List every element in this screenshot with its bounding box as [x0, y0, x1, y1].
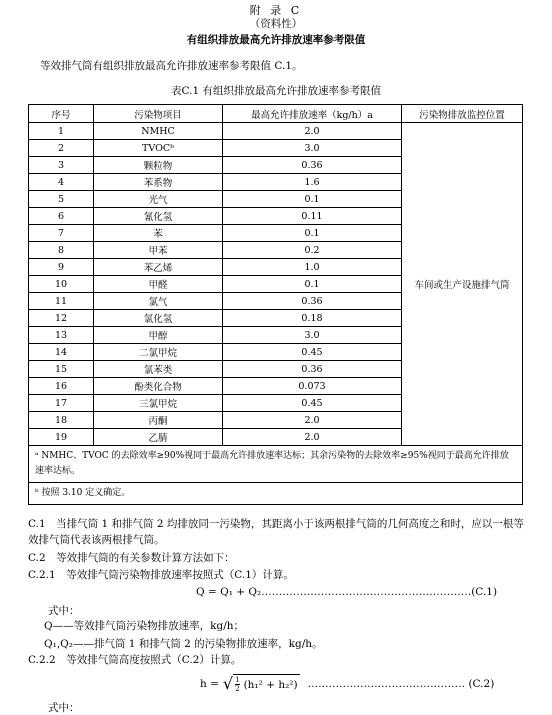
- pollutant-cell: 苯: [94, 225, 223, 242]
- table-row: [29, 123, 523, 140]
- pollutant-cell: 丙酮: [94, 412, 223, 429]
- formula-c2: [200, 674, 494, 693]
- seq-cell: 19: [29, 429, 94, 446]
- table-footnote: ᵃ NMHC、TVOC 的去除效率≥90%视同于最高允许排放速率达标；其余污染物的去除效率≥95%视同于最高允许排放速率达标。: [29, 446, 523, 483]
- rate-cell: 0.36: [223, 361, 402, 378]
- seq-cell: 10: [29, 276, 94, 293]
- symbol-q1-q2: Q₁,Q₂——排气筒 1 和排气筒 2 的污染物排放速率，kg/h。: [44, 638, 323, 650]
- seq-cell: 3: [29, 157, 94, 174]
- clause-c21: C.2.1 等效排气筒污染物排放速率按照式（C.1）计算。: [28, 569, 294, 581]
- pollutant-cell: TVOCᵇ: [94, 140, 223, 157]
- appendix-note: （资料性）: [249, 18, 303, 30]
- where-label-1: 式中：: [48, 605, 80, 617]
- monitor-location-cell: 车间或生产设施排气筒: [402, 123, 523, 446]
- appendix-title: 有组织排放最高允许排放速率参考限值: [186, 34, 366, 46]
- pollutant-cell: 氯气: [94, 293, 223, 310]
- pollutant-cell: 乙腈: [94, 429, 223, 446]
- fraction-half: [235, 676, 239, 693]
- pollutant-cell: 颗粒物: [94, 157, 223, 174]
- formula-c2-tail: ……………………………………… (C.2): [307, 677, 495, 690]
- rate-cell: 0.1: [223, 225, 402, 242]
- rate-cell: 2.0: [223, 412, 402, 429]
- header-rate: 最高允许排放速率（kg/h）a: [223, 105, 402, 123]
- rate-cell: 0.45: [223, 395, 402, 412]
- pollutant-cell: NMHC: [94, 123, 223, 140]
- pollutant-cell: 苯乙烯: [94, 259, 223, 276]
- pollutant-cell: 三氯甲烷: [94, 395, 223, 412]
- table-footnote: ᵇ 按照 3.10 定义确定。: [29, 483, 523, 505]
- rate-cell: 0.36: [223, 157, 402, 174]
- clause-c22: C.2.2 等效排气筒高度按照式（C.2）计算。: [28, 654, 242, 666]
- where-label-2: 式中：: [48, 702, 80, 714]
- formula-c2-lhs: h =: [200, 677, 219, 690]
- seq-cell: 13: [29, 327, 94, 344]
- rate-cell: 2.0: [223, 429, 402, 446]
- seq-cell: 9: [29, 259, 94, 276]
- pollutant-cell: 氯化氢: [94, 310, 223, 327]
- seq-cell: 1: [29, 123, 94, 140]
- pollutant-cell: 光气: [94, 191, 223, 208]
- emission-limit-table: [28, 104, 523, 505]
- pollutant-cell: 甲醇: [94, 327, 223, 344]
- intro-paragraph: 等效排气筒有组织排放最高允许排放速率参考限值 C.1。: [40, 60, 303, 72]
- seq-cell: 8: [29, 242, 94, 259]
- footnote-row: [29, 483, 523, 505]
- fraction-numerator: 1: [235, 676, 240, 684]
- header-pollutant: 污染物项目: [94, 105, 223, 123]
- clause-c2: C.2 等效排气筒的有关参数计算方法如下：: [28, 552, 235, 564]
- symbol-q: Q——等效排气筒污染物排放速率，kg/h；: [44, 620, 244, 632]
- sqrt-sign-icon: √: [222, 674, 234, 693]
- table-caption: 表C.1 有组织排放最高允许排放速率参考限值: [170, 85, 381, 97]
- appendix-heading: 附 录 C: [249, 4, 303, 17]
- pollutant-cell: 氰化氢: [94, 208, 223, 225]
- table-header-row: [29, 105, 523, 123]
- pollutant-cell: 氯苯类: [94, 361, 223, 378]
- pollutant-cell: 二氯甲烷: [94, 344, 223, 361]
- seq-cell: 11: [29, 293, 94, 310]
- seq-cell: 16: [29, 378, 94, 395]
- pollutant-cell: 苯系物: [94, 174, 223, 191]
- header-seq: 序号: [29, 105, 94, 123]
- formula-c1: Q = Q₁ + Q₂……………………………………………………(C.1): [196, 586, 498, 598]
- seq-cell: 7: [29, 225, 94, 242]
- formula-c2-body: (h₁² + h₂²): [243, 678, 298, 691]
- rate-cell: 0.2: [223, 242, 402, 259]
- rate-cell: 1.6: [223, 174, 402, 191]
- seq-cell: 12: [29, 310, 94, 327]
- rate-cell: 0.18: [223, 310, 402, 327]
- rate-cell: 1.0: [223, 259, 402, 276]
- sqrt-content: [233, 674, 300, 693]
- pollutant-cell: 甲苯: [94, 242, 223, 259]
- seq-cell: 14: [29, 344, 94, 361]
- header-monitor: 污染物排放监控位置: [402, 105, 523, 123]
- footnote-row: [29, 446, 523, 483]
- rate-cell: 2.0: [223, 123, 402, 140]
- rate-cell: 3.0: [223, 140, 402, 157]
- seq-cell: 4: [29, 174, 94, 191]
- rate-cell: 0.073: [223, 378, 402, 395]
- clause-c1: C.1 当排气筒 1 和排气筒 2 均排放同一污染物，其距离小于该两根排气筒的几何高度之和时，应以一根等效排气筒代表该两根排气筒。: [28, 518, 524, 546]
- seq-cell: 18: [29, 412, 94, 429]
- seq-cell: 5: [29, 191, 94, 208]
- rate-cell: 0.45: [223, 344, 402, 361]
- fraction-denominator: 2: [235, 685, 240, 693]
- seq-cell: 2: [29, 140, 94, 157]
- rate-cell: 0.1: [223, 276, 402, 293]
- seq-cell: 6: [29, 208, 94, 225]
- rate-cell: 0.11: [223, 208, 402, 225]
- rate-cell: 3.0: [223, 327, 402, 344]
- rate-cell: 0.1: [223, 191, 402, 208]
- pollutant-cell: 甲醛: [94, 276, 223, 293]
- pollutant-cell: 酚类化合物: [94, 378, 223, 395]
- rate-cell: 0.36: [223, 293, 402, 310]
- seq-cell: 17: [29, 395, 94, 412]
- seq-cell: 15: [29, 361, 94, 378]
